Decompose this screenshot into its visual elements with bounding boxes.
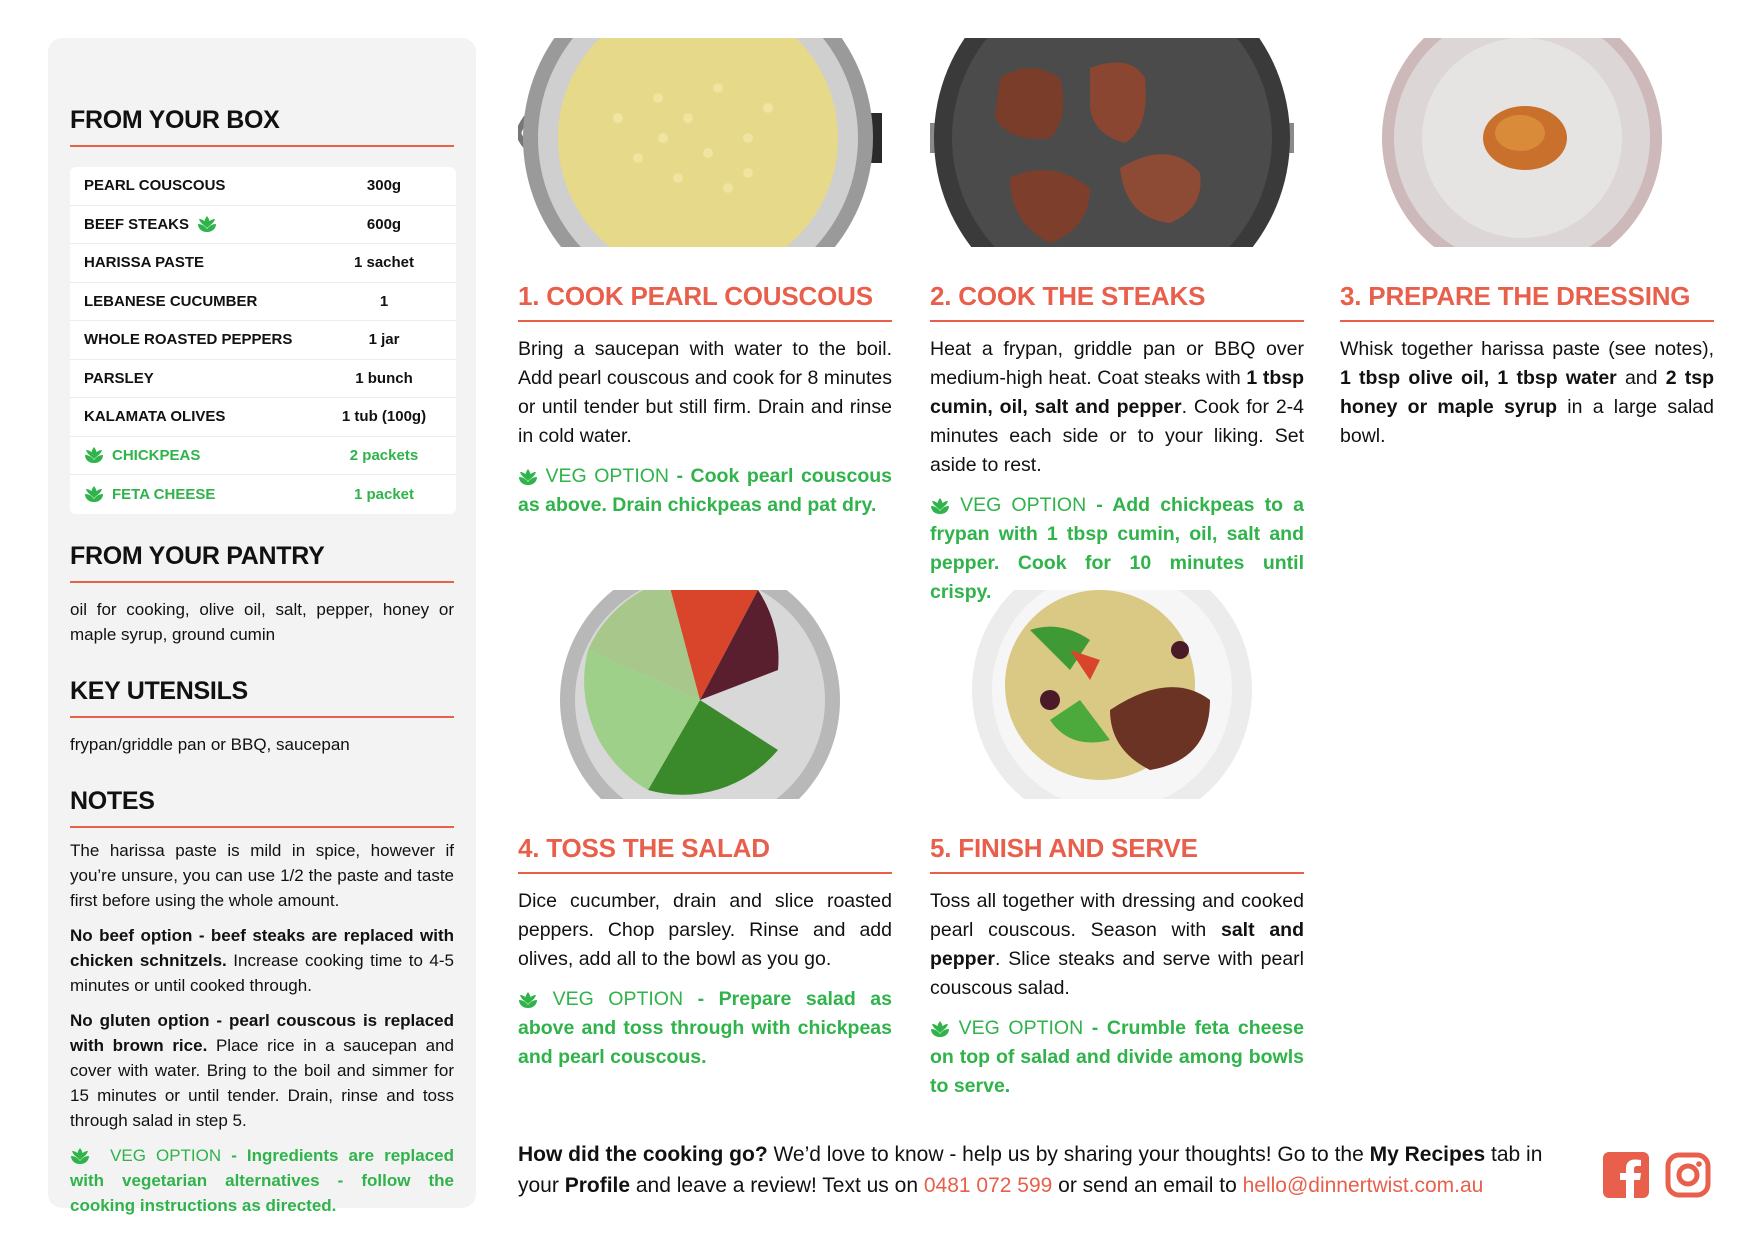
from-your-pantry-heading: FROM YOUR PANTRY [70,542,454,583]
ingredient-row [70,398,456,437]
ingredient-row [70,244,456,283]
key-utensils-heading: KEY UTENSILS [70,677,454,718]
leaf-icon [518,990,538,1010]
step-2-title: 2. COOK THE STEAKS [930,281,1304,322]
email-link[interactable]: hello@dinnertwist.com.au [1242,1174,1484,1197]
ingredient-name: KALAMATA OLIVES [84,408,226,426]
ingredient-qty: 1 [379,292,389,310]
ingredient-row-veg [70,475,456,514]
ingredient-row [70,167,456,206]
step-2-body: Heat a frypan, griddle pan or BBQ over medium-high heat. Coat steaks with 1 tbsp cumin, oil, salt and pepper. Cook for 2-4 minutes each side or to your liking. Set aside to rest. [930,338,1304,476]
leaf-icon [930,1019,950,1039]
step-3-body: Whisk together harissa paste (see notes), 1 tbsp olive oil, 1 tbsp water and 2 tsp honey or maple syrup in a large salad bowl. [1340,338,1714,447]
step-1-body: Bring a saucepan with water to the boil. Add pearl couscous and cook for 8 minutes or until tender but still firm. Drain and rinse in cold water. [518,338,892,447]
step-4-body: Dice cucumber, drain and slice roasted peppers. Chop parsley. Rinse and add olives, add all to the bowl as you go. [518,890,892,970]
from-your-box-heading: FROM YOUR BOX [70,106,454,147]
step-1-title: 1. COOK PEARL COUSCOUS [518,281,892,322]
leaf-icon [84,484,104,504]
step-2-veg-option: VEG OPTION - Add chickpeas to a frypan with 1 tbsp cumin, oil, salt and pepper. Cook for 10 minutes until crispy. [930,494,1305,603]
ingredient-qty: 1 packet [353,485,415,503]
phone-link[interactable]: 0481 072 599 [923,1174,1053,1197]
ingredient-row [70,206,456,245]
leaf-icon [518,467,538,487]
step-1-veg-option: VEG OPTION - Cook pearl couscous as above. Drain chickpeas and pat dry. [518,465,892,516]
leaf-icon [197,214,217,234]
ingredient-row [70,360,456,399]
photo-couscous [518,38,882,247]
ingredients-sidebar [48,38,476,1215]
feedback-footer: How did the cooking go? We’d love to know - help us by sharing your thoughts! Go to the My Recipes tab in your Profile and leave a review! Text us on 0481 072 599 or send an email to hello@dinnertwist.com.au [518,1143,1543,1197]
ingredient-name: LEBANESE CUCUMBER [84,292,258,310]
step-3-title: 3. PREPARE THE DRESSING [1340,281,1714,322]
note-no-gluten: No gluten option - pearl couscous is replaced with brown rice. Place rice in a saucepan and cover with water. Bring to the boil and simmer for 15 minutes or until tender. Drain, rinse and toss through salad in step 5. [70,1010,454,1130]
photo-salad-bowl [518,590,882,799]
ingredient-qty: 600g [366,215,402,233]
ingredient-qty: 1 tub (100g) [341,408,427,426]
note-veg-option: VEG OPTION - Ingredients are replaced with vegetarian alternatives - follow the cooking instructions as directed. [70,1145,455,1215]
instagram-icon[interactable] [1665,1152,1711,1198]
ingredient-qty: 1 jar [368,331,400,349]
ingredient-name: HARISSA PASTE [84,254,205,272]
photo-finished-dish [930,590,1294,799]
ingredients-table [70,167,456,514]
ingredient-qty: 2 packets [349,446,419,464]
ingredient-row [70,283,456,322]
ingredient-row [70,321,456,360]
pantry-text: oil for cooking, olive oil, salt, pepper, honey or maple syrup, ground cumin [70,599,454,644]
leaf-icon [70,1146,90,1166]
notes-heading: NOTES [70,787,454,828]
ingredient-row-veg [70,437,456,476]
step-4-veg-option: VEG OPTION - Prepare salad as above and toss through with chickpeas and pearl couscous. [518,988,892,1068]
ingredient-name: CHICKPEAS [84,445,329,465]
utensils-text: frypan/griddle pan or BBQ, saucepan [70,734,350,754]
ingredient-qty: 300g [366,177,402,195]
step-5-body: Toss all together with dressing and cooked pearl couscous. Season with salt and pepper. Slice steaks and serve with pearl couscous salad. [930,890,1304,999]
step-4-title: 4. TOSS THE SALAD [518,833,892,874]
note-harissa: The harissa paste is mild in spice, however if you’re unsure, you can use 1/2 the paste and taste first before using the whole amount. [70,840,454,910]
note-no-beef: No beef option - beef steaks are replaced with chicken schnitzels. Increase cooking time to 4-5 minutes or until cooked through. [70,925,454,995]
photo-steaks [930,38,1294,247]
facebook-icon[interactable] [1603,1152,1649,1198]
ingredient-name: BEEF STEAKS [84,214,329,234]
ingredient-name: WHOLE ROASTED PEPPERS [84,331,293,349]
ingredient-qty: 1 sachet [353,254,415,272]
leaf-icon [84,445,104,465]
leaf-icon [930,496,950,516]
ingredient-name: FETA CHEESE [84,484,329,504]
step-5-veg-option: VEG OPTION - Crumble feta cheese on top of salad and divide among bowls to serve. [930,1017,1304,1097]
ingredient-qty: 1 bunch [355,369,413,387]
ingredient-name: PEARL COUSCOUS [84,177,226,195]
ingredient-name: PARSLEY [84,369,154,387]
photo-dressing [1340,38,1704,247]
step-5-title: 5. FINISH AND SERVE [930,833,1304,874]
